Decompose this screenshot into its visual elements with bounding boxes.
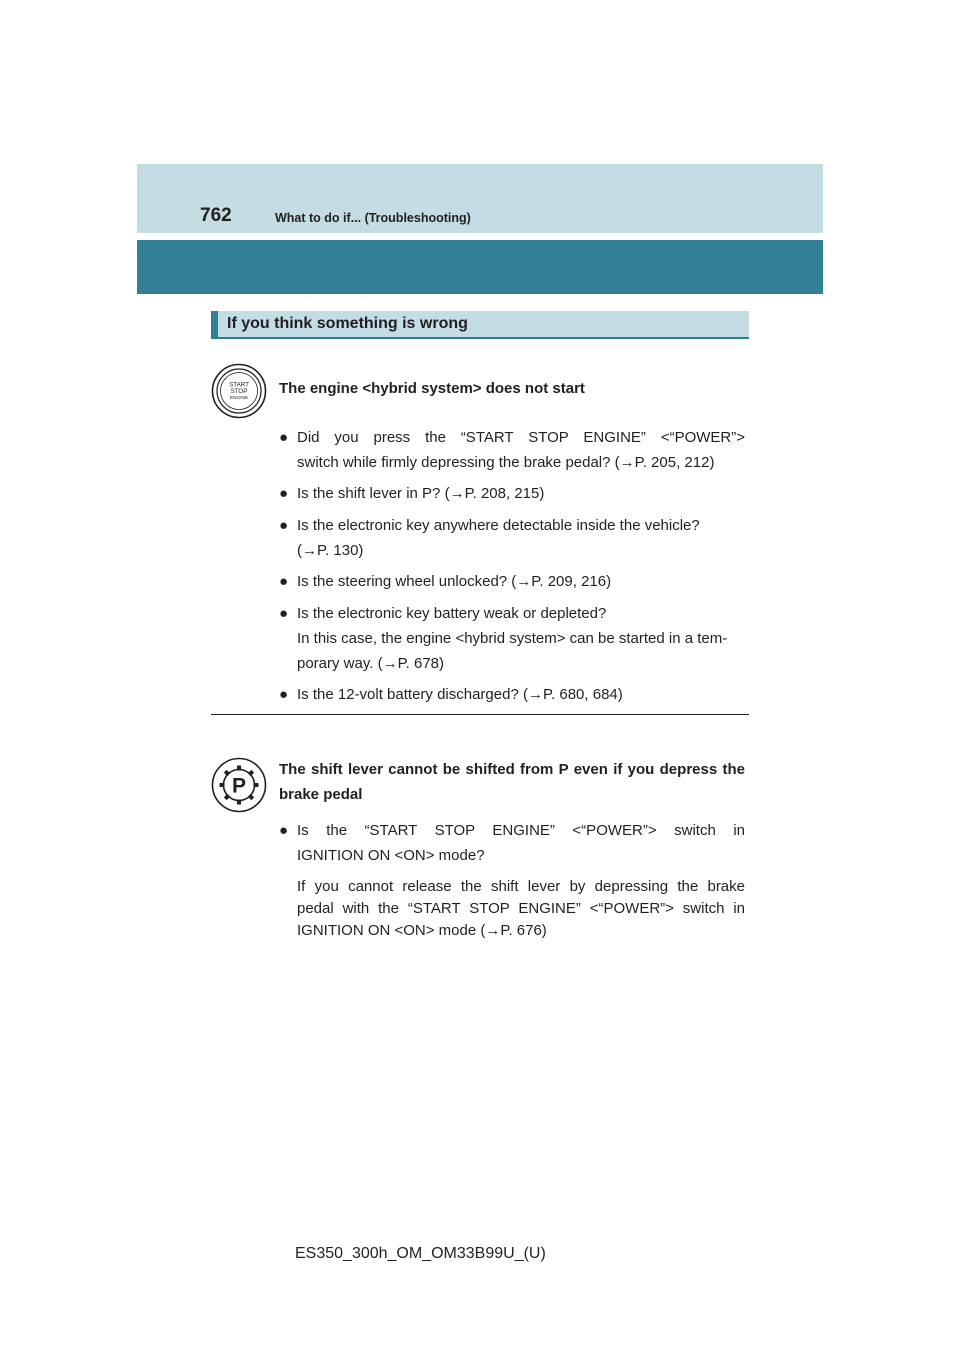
list-item-line: (→P. 130) (297, 542, 364, 559)
page-number: 762 (200, 205, 232, 226)
list-item-line: Did you press the “START STOP ENGINE” <“POWER”> (297, 429, 745, 446)
list-item (279, 569, 745, 594)
start-stop-engine-button-icon (211, 363, 267, 419)
list-item-line: Is the electronic key battery weak or depleted? (297, 605, 607, 622)
running-title: What to do if... (Troubleshooting) (275, 211, 471, 225)
bullet-dot: ● (279, 429, 289, 446)
header-band-dark (137, 240, 823, 294)
list-item (279, 513, 745, 563)
note-paragraph (297, 876, 745, 942)
topic-heading-line: The shift lever cannot be shifted from P even if you depress the (279, 761, 745, 778)
list-item-line: Is the shift lever in P? (→P. 208, 215) (297, 485, 545, 502)
list-item-line: In this case, the engine <hybrid system> can be started in a tem- (297, 630, 728, 647)
list-item (279, 481, 745, 506)
list-item-line: Is the 12-volt battery discharged? (→P. 680, 684) (297, 686, 623, 703)
topic-divider (211, 714, 749, 715)
list-item (279, 425, 745, 475)
park-gear-icon (211, 757, 267, 813)
list-item-line: Is the “START STOP ENGINE” <“POWER”> switch in (297, 822, 745, 839)
list-item (279, 601, 745, 676)
list-item (279, 818, 745, 868)
section-title: If you think something is wrong (227, 315, 468, 332)
header-band-light (137, 164, 823, 233)
footer-document-code: ES350_300h_OM_OM33B99U_(U) (295, 1245, 546, 1262)
bullet-dot: ● (279, 822, 289, 839)
list-item-line: Is the electronic key anywhere detectable inside the vehicle? (297, 517, 700, 534)
section-header (211, 311, 749, 339)
icon-text-stop: STOP (230, 388, 248, 395)
topic-heading-line: brake pedal (279, 786, 363, 803)
list-item-line: porary way. (→P. 678) (297, 655, 445, 672)
bullet-dot: ● (279, 573, 289, 590)
bullet-dot: ● (279, 517, 289, 534)
icon-text-start: START (229, 381, 249, 389)
list-item-line: Is the steering wheel unlocked? (→P. 209, 216) (297, 573, 612, 590)
bullet-dot: ● (279, 686, 289, 703)
note-line: pedal with the “START STOP ENGINE” <“POWER”> switch in (297, 900, 745, 917)
note-line: If you cannot release the shift lever by depressing the brake (297, 878, 745, 895)
icon-text-p: P (231, 774, 247, 798)
topic-heading-engine-not-start: The engine <hybrid system> does not start (279, 380, 585, 397)
topic-heading-shift-lever (279, 757, 745, 807)
note-line: IGNITION ON <ON> mode (→P. 676) (297, 922, 547, 939)
bullet-dot: ● (279, 485, 289, 502)
list-item-line: IGNITION ON <ON> mode? (297, 847, 485, 864)
list-item-line: switch while firmly depressing the brake pedal? (→P. 205, 212) (297, 454, 715, 471)
icon-text-engine: ENGINE (229, 396, 249, 401)
bullet-dot: ● (279, 605, 289, 622)
list-item (279, 682, 745, 707)
